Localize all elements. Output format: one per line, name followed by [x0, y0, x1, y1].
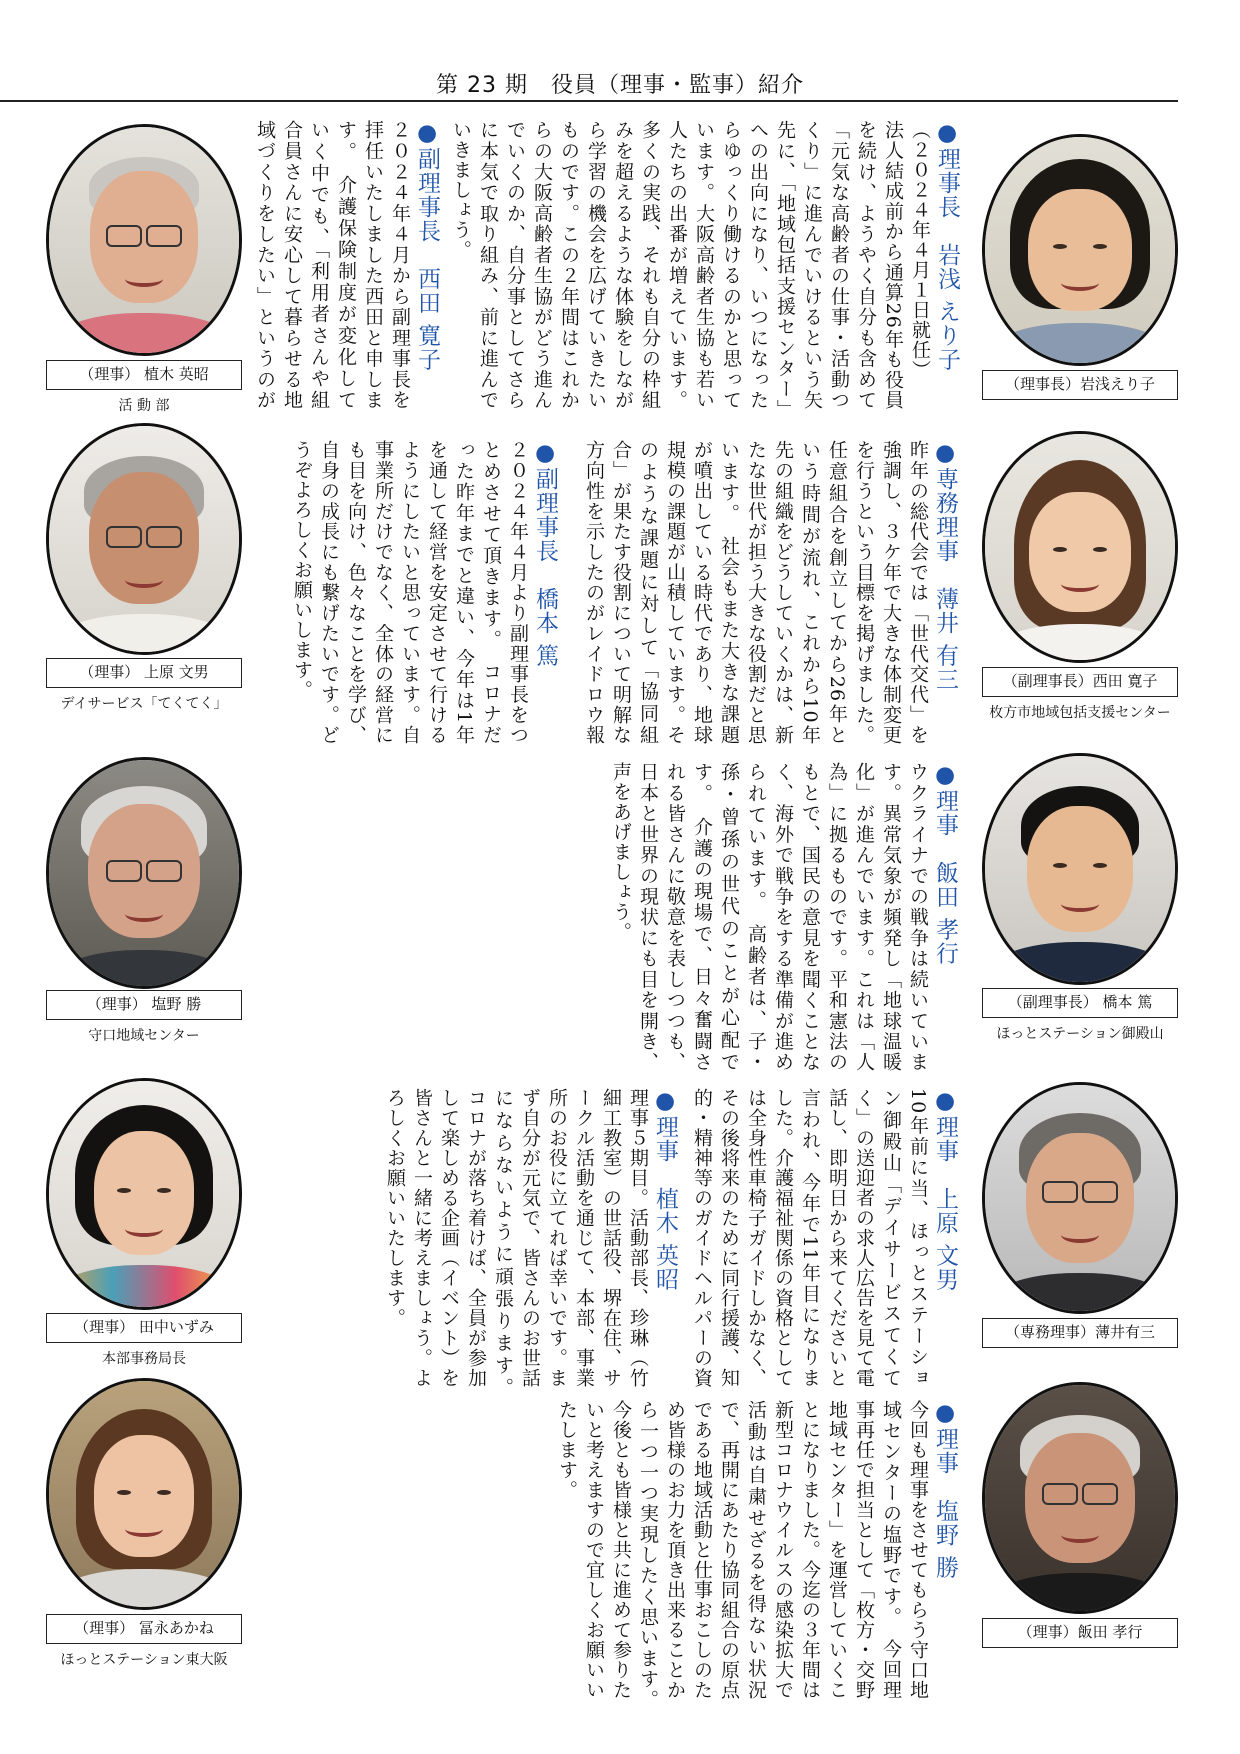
affiliation-hashimoto: ほっとステーション御殿山 [996, 1026, 1164, 1042]
body-ueki: 理事５期目。活動部長、珍琳（竹細工教室）の世話役、堺在住、サークル活動を通じて、本部、事業所のお役に立てれば幸いです。まず自分が元気で、皆さんのお世話にならないように頑張ります。 コロナが落ち着けば、全員が参加して楽しめる企画（イベント）を皆さんと一緒に考えましょう。よろしくお願いいたします。 [384, 1088, 649, 1388]
affiliation-nishida: 枚方市地域包括支援センター [989, 705, 1171, 721]
body-nishida: ２０２４年４月から副理事長を拝任いたしました西田と申します。 介護保険制度が変化していく中でも、「利用者さんや組合員さんに安心して暮らせる地域づくりをしたい」というのが [254, 120, 411, 410]
heading-iwasa: ● 理事長 岩浅 えり子 [934, 120, 960, 371]
body-uehara: 10年前に当、ほっとステーション御殿山「デイサービスてくてく」の送迎者の求人広告を見て電話し、即明日から来てくださいと言われ、今年で11年目になりました。介護福祉関係の資格としては全身性車椅子ガイドしかなく、その後将来のために同行援護、知的・精神等のガイドヘルパーの資 [691, 1088, 929, 1388]
affiliation-tanaka: 本部事務局長 [102, 1351, 186, 1367]
caption-uehara: （理事） 上原 文男 [46, 658, 242, 688]
body-hashimoto: ２０２４年４月より副理事長をつとめさせて頂きます。 コロナだった昨年までと違い、今年は1年を通して経営を安定させて行けるようにしたいと思っています。自事業所だけでなく、全体の経営にも目を向け、色々なことを学び、自身の成長にも繋げたいです。どうぞよろしくお願いします。 [291, 440, 529, 745]
header-rule [0, 100, 1178, 102]
body-usui: 昨年の総代会では「世代交代」を強調し、３ケ年で大きな体制変更を行うという目標を掲げました。任意組合を創立してから26年という時間が流れ、これから10年先の組織をどうしていくかは、新たな世代が担う大きな役割だと思います。 社会もまた大きな課題が噴出している時代であり、地球規模の課題が山積しています。そのような課題に対して「協同組合」が果たす役割について明解な方向性を示したのがレイドロウ報 [583, 440, 929, 745]
portrait-uehara [46, 423, 242, 655]
portrait-usui [982, 1082, 1178, 1314]
article-hashimoto [258, 440, 558, 745]
portrait-shiono [46, 757, 242, 989]
portrait-ueki [46, 124, 242, 356]
affiliation-shiono: 守口地域センター [88, 1028, 200, 1044]
portrait-iida [982, 1382, 1178, 1614]
caption-ueki: （理事） 植木 英昭 [46, 360, 242, 390]
heading-iida: ● 理事 飯田 孝行 [932, 762, 958, 965]
article-iwasa [450, 120, 960, 410]
page-title: 第 23 期 役員（理事・監事）紹介 [436, 73, 804, 98]
caption-tominaga: （理事） 冨永あかね [46, 1614, 242, 1644]
caption-iida: （理事）飯田 孝行 [982, 1618, 1178, 1648]
caption-hashimoto: （副理事長） 橋本 篤 [982, 988, 1178, 1018]
article-shiono [258, 1400, 958, 1700]
heading-hashimoto: ● 副理事長 橋本 篤 [532, 440, 558, 667]
caption-shiono: （理事） 塩野 勝 [46, 990, 242, 1020]
portrait-iwasa [982, 134, 1178, 366]
caption-iwasa: （理事長）岩浅えり子 [982, 370, 1178, 400]
portrait-hashimoto [982, 753, 1178, 985]
article-nishida [250, 120, 440, 410]
date-iwasa: （２０２４年４月１日就任） [909, 120, 931, 380]
caption-usui: （専務理事）薄井有三 [982, 1318, 1178, 1348]
heading-usui: ● 専務理事 薄井 有三 [932, 440, 958, 691]
heading-ueki: ● 理事 植木 英昭 [652, 1088, 678, 1291]
article-usui [578, 440, 958, 745]
portrait-tanaka [46, 1078, 242, 1310]
article-uehara [690, 1088, 958, 1388]
body-iida: ウクライナでの戦争は続いています。異常気象が頻発し「地球温暖化」が進んでいます。これは「人為」に拠るものです。平和憲法のもとで、国民の意見を聞くことなく、海外で戦争をする準備が進められています。 高齢者は、子・孫・曾孫の世代のことが心配です。 介護の現場で、日々奮闘される皆さんに敬意を表しつつも、日本と世界の現状にも目を開き、声をあげましょう。 [610, 762, 929, 1072]
heading-shiono: ● 理事 塩野 勝 [932, 1400, 958, 1579]
affiliation-uehara: デイサービス「てくてく」 [60, 696, 228, 712]
affiliation-ueki: 活 動 部 [118, 398, 170, 414]
heading-uehara: ● 理事 上原 文男 [932, 1088, 958, 1291]
portrait-nishida [982, 431, 1178, 663]
article-iida [258, 762, 958, 1072]
body-iwasa: 法人結成前から通算26年も役員を続け、ようやく自分も含めて「元気な高齢者の仕事・活動つくり」に進んでいけるという矢先に、「地域包括支援センター」への出向になり、いつになったらゆっくり働けるのかと思っています。大阪高齢者生協も若い人たちの出番が増えています。多くの実践、それも自分の枠組みを超えるような体験をしながら学習の機会を広げていきたいものです。この２年間はこれからの大阪高齢者生協がどう進んでいくのか、自分事としてさらに本気で取り組み、前に進んでいきましょう。 [450, 120, 904, 410]
affiliation-tominaga: ほっとステーション東大阪 [60, 1652, 228, 1668]
article-ueki [258, 1088, 678, 1388]
heading-nishida: ● 副理事長 西田 寛子 [414, 120, 440, 371]
portrait-tominaga [46, 1378, 242, 1610]
body-shiono: 今回も理事をさせてもらう守口地域センターの塩野です。 今回理事再任で担当として「枚方・交野地域センター」を運営していくことになりました。今迄の３年間は新型コロナウイルスの感染拡大で活動は自粛せざるを得ない状況で、再開にあたり協同組合の原点である地域活動と仕事おこしのため皆様のお力を頂き出来ることから一つ一つ実現したく思います。 今後とも皆様と共に進めて参りたいと考えますので宜しくお願いいたします。 [556, 1400, 929, 1700]
caption-nishida: （副理事長）西田 寛子 [982, 667, 1178, 697]
caption-tanaka: （理事） 田中いずみ [46, 1313, 242, 1343]
